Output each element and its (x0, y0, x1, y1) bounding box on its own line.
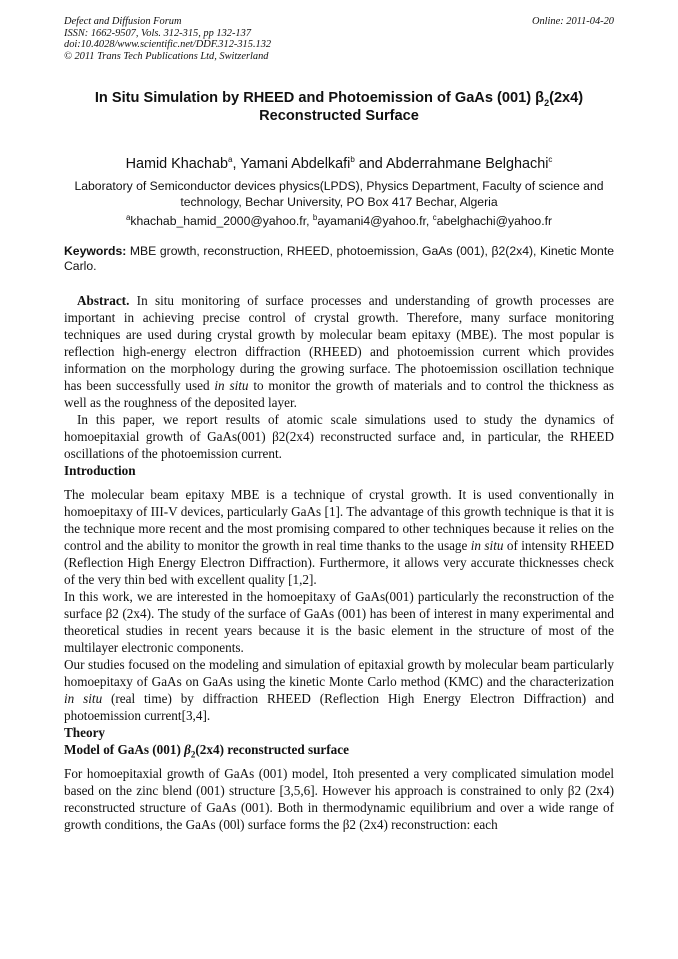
subsection-heading-model: Model of GaAs (001) $\beta_2(2x4)$ reconstructed surface (64, 742, 349, 760)
author-2: Yamani Abdelkafi (240, 156, 351, 172)
journal-header (64, 16, 614, 62)
keywords (64, 244, 614, 274)
journal-doi[interactable]: doi:10.4028/www.scientific.net/DDF.312-315.132 (64, 39, 272, 50)
theory-paragraph-1: For homoepitaxial growth of GaAs (001) model, Itoh presented a very complicated simulation model based on the zinc blend (001) structure [3,5,6]. However his approach is constrained to only β2 (2x4) reconstructed structure of GaAs (001). Both in thermodynamic equilibrium and over a wide range of growth conditions, the GaAs (00l) surface forms the β2 (2x4) reconstruction: each (64, 766, 614, 832)
abstract-paragraph-2: In this paper, we report results of atomic scale simulations used to study the dynamics of homoepitaxial growth of GaAs(001) β2(2x4) reconstructed surface and, in particular, the RHEED oscillations of the photoemission current. (64, 412, 614, 461)
email-b[interactable]: ayamani4@yahoo.fr, (317, 214, 433, 228)
section-heading-introduction: Introduction (64, 463, 136, 478)
abstract-paragraph-1: Abstract. In situ monitoring of surface processes and understanding of growth processes are important in achieving precise control of crystal growth. Therefore, many surface monitoring techniques are used during crystal growth by molecular beam epitaxy (MBE). The most popular is reflection high-energy electron diffraction (RHEED) and photoemission current which provides information on the morphology during the growing surface. The photoemission oscillation technique has been successfully used in situ to monitor the growth of materials and to control the thickness as well as the roughness of the deposited layer. (64, 293, 615, 410)
journal-copyright: © 2011 Trans Tech Publications Ltd, Switzerland (64, 50, 269, 62)
author-emails: $^a$khachab_hamid_2000@yahoo.fr, $^b$ayamani4@yahoo.fr, $^c$abelghachi@yahoo.fr (125, 212, 553, 228)
keywords-text: MBE growth, reconstruction, RHEED, photoemission, GaAs (001), β2(2x4), Kinetic Monte Carlo. (64, 244, 614, 273)
paper-page (64, 16, 614, 833)
intro-paragraph-3: Our studies focused on the modeling and simulation of epitaxial growth by molecular beam particularly homoepitaxy of GaAs on GaAs using the kinetic Monte Carlo method (KMC) and the characterization in situ (real time) by diffraction RHEED (Reflection High Energy Electron Diffraction) and photoemission current[3,4]. (64, 657, 615, 723)
intro-paragraph-1: The molecular beam epitaxy MBE is a technique of crystal growth. It is used conventionally in homoepitaxy of III-V devices, particularly GaAs [1]. The advantage of this growth technique is that it is the technique more recent and the most promising compared to other techniques because it relies on the control and the ability to monitor the growth in real time thanks to the usage in situ of intensity RHEED (Reflection High Energy Electron Diffraction). Furthermore, it allows very accurate thicknesses check of the very thin bed with excellent quality [1,2]. (64, 487, 614, 587)
title-line-2: Reconstructed Surface (259, 108, 419, 124)
affiliation: Laboratory of Semiconductor devices physics(LPDS), Physics Department, Faculty of science and technology, Bechar University, PO Box 417 Bechar, Algeria (74, 179, 604, 209)
introduction-body (64, 486, 614, 724)
abstract-label: Abstract. (77, 293, 130, 308)
journal-issn: ISSN: 1662-9507, Vols. 312-315, pp 132-137 (64, 27, 252, 39)
author-3: Abderrahmane Belghachi (386, 156, 549, 172)
abstract (64, 292, 614, 462)
intro-paragraph-2: In this work, we are interested in the homoepitaxy of GaAs(001) particularly the reconstruction of the surface β2 (2x4). The study of the surface of GaAs (001) has been of interest in many experimental and theoretical studies in recent years because it is the basic element in the structure of most of the multilayer electronic components. (64, 589, 614, 655)
email-a[interactable]: khachab_hamid_2000@yahoo.fr, (130, 214, 313, 228)
title-line-1: In Situ Simulation by RHEED and Photoemission of GaAs (001) $\beta_2(2x4)$ (94, 90, 584, 108)
author-1: Hamid Khachab (125, 156, 228, 172)
section-heading-theory: Theory (64, 725, 106, 740)
keywords-label: Keywords: (64, 244, 127, 258)
theory-body (64, 765, 614, 833)
author-list: Hamid Khachab$^a$, Yamani Abdelkafi$^b$ and Abderrahmane Belghachi$^c$ (125, 155, 553, 172)
paper-title (64, 89, 614, 125)
online-date: Online: 2011-04-20 (531, 16, 614, 27)
journal-name: Defect and Diffusion Forum (64, 16, 182, 27)
email-c[interactable]: abelghachi@yahoo.fr (436, 214, 553, 228)
